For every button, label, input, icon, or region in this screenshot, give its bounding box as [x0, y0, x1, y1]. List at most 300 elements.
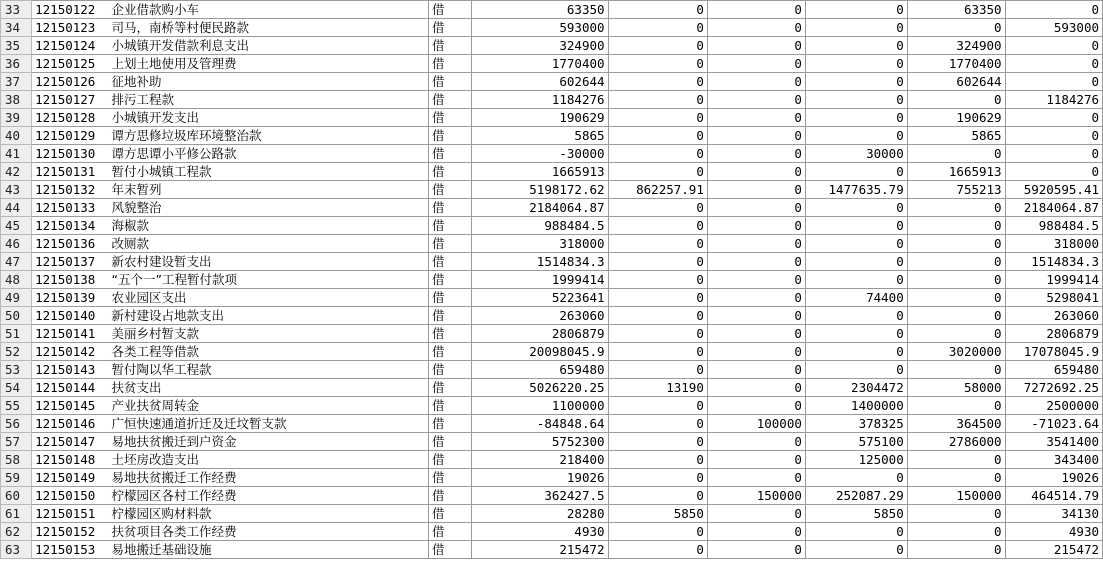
closing-balance-cell[interactable]: 263060	[1005, 307, 1102, 325]
opening-balance-cell[interactable]: 362427.5	[472, 487, 608, 505]
amount-cell-2[interactable]: 0	[608, 37, 707, 55]
direction-cell[interactable]: 借	[428, 343, 471, 361]
direction-cell[interactable]: 借	[428, 145, 471, 163]
amount-cell-3[interactable]: 0	[707, 523, 805, 541]
closing-balance-cell[interactable]: 343400	[1005, 451, 1102, 469]
amount-cell-2[interactable]: 0	[608, 271, 707, 289]
account-code-cell[interactable]: 12150152	[32, 523, 109, 541]
account-code-cell[interactable]: 12150143	[32, 361, 109, 379]
closing-balance-cell[interactable]: 659480	[1005, 361, 1102, 379]
direction-cell[interactable]: 借	[428, 505, 471, 523]
account-name-cell[interactable]: 易地扶贫搬迁工作经费	[109, 469, 429, 487]
opening-balance-cell[interactable]: 215472	[472, 541, 608, 559]
account-code-cell[interactable]: 12150141	[32, 325, 109, 343]
amount-cell-4[interactable]: 0	[805, 73, 907, 91]
amount-cell-5[interactable]: 0	[907, 91, 1005, 109]
account-code-cell[interactable]: 12150130	[32, 145, 109, 163]
closing-balance-cell[interactable]: 318000	[1005, 235, 1102, 253]
row-header[interactable]: 63	[1, 541, 32, 559]
amount-cell-5[interactable]: 0	[907, 397, 1005, 415]
amount-cell-3[interactable]: 0	[707, 145, 805, 163]
amount-cell-2[interactable]: 0	[608, 397, 707, 415]
amount-cell-4[interactable]: 0	[805, 127, 907, 145]
opening-balance-cell[interactable]: 263060	[472, 307, 608, 325]
amount-cell-3[interactable]: 0	[707, 541, 805, 559]
amount-cell-3[interactable]: 0	[707, 253, 805, 271]
amount-cell-2[interactable]: 0	[608, 487, 707, 505]
amount-cell-2[interactable]: 0	[608, 217, 707, 235]
amount-cell-2[interactable]: 0	[608, 91, 707, 109]
account-name-cell[interactable]: 美丽乡村暂支款	[109, 325, 429, 343]
amount-cell-2[interactable]: 862257.91	[608, 181, 707, 199]
account-name-cell[interactable]: 暂付小城镇工程款	[109, 163, 429, 181]
account-name-cell[interactable]: 企业借款购小车	[109, 1, 429, 19]
amount-cell-4[interactable]: 0	[805, 343, 907, 361]
closing-balance-cell[interactable]: 5920595.41	[1005, 181, 1102, 199]
amount-cell-5[interactable]: 324900	[907, 37, 1005, 55]
direction-cell[interactable]: 借	[428, 451, 471, 469]
direction-cell[interactable]: 借	[428, 127, 471, 145]
amount-cell-2[interactable]: 0	[608, 361, 707, 379]
account-code-cell[interactable]: 12150139	[32, 289, 109, 307]
account-name-cell[interactable]: 易地扶贫搬迁到户资金	[109, 433, 429, 451]
account-name-cell[interactable]: 广恒快速通道折迁及迁坟暂支款	[109, 415, 429, 433]
amount-cell-5[interactable]: 63350	[907, 1, 1005, 19]
closing-balance-cell[interactable]: 0	[1005, 37, 1102, 55]
amount-cell-4[interactable]: 0	[805, 523, 907, 541]
row-header[interactable]: 33	[1, 1, 32, 19]
amount-cell-5[interactable]: 602644	[907, 73, 1005, 91]
account-code-cell[interactable]: 12150146	[32, 415, 109, 433]
opening-balance-cell[interactable]: 19026	[472, 469, 608, 487]
row-header[interactable]: 42	[1, 163, 32, 181]
opening-balance-cell[interactable]: 1770400	[472, 55, 608, 73]
direction-cell[interactable]: 借	[428, 235, 471, 253]
amount-cell-2[interactable]: 0	[608, 109, 707, 127]
opening-balance-cell[interactable]: 218400	[472, 451, 608, 469]
account-name-cell[interactable]: 扶贫项目各类工作经费	[109, 523, 429, 541]
amount-cell-2[interactable]: 0	[608, 343, 707, 361]
amount-cell-5[interactable]: 0	[907, 19, 1005, 37]
account-code-cell[interactable]: 12150131	[32, 163, 109, 181]
amount-cell-2[interactable]: 0	[608, 253, 707, 271]
direction-cell[interactable]: 借	[428, 469, 471, 487]
amount-cell-4[interactable]: 0	[805, 235, 907, 253]
amount-cell-5[interactable]: 2786000	[907, 433, 1005, 451]
account-code-cell[interactable]: 12150145	[32, 397, 109, 415]
amount-cell-3[interactable]: 0	[707, 163, 805, 181]
amount-cell-5[interactable]: 0	[907, 199, 1005, 217]
closing-balance-cell[interactable]: 0	[1005, 1, 1102, 19]
amount-cell-4[interactable]: 0	[805, 469, 907, 487]
closing-balance-cell[interactable]: 988484.5	[1005, 217, 1102, 235]
account-code-cell[interactable]: 12150125	[32, 55, 109, 73]
opening-balance-cell[interactable]: 1665913	[472, 163, 608, 181]
direction-cell[interactable]: 借	[428, 55, 471, 73]
account-code-cell[interactable]: 12150151	[32, 505, 109, 523]
amount-cell-4[interactable]: 0	[805, 37, 907, 55]
amount-cell-2[interactable]: 5850	[608, 505, 707, 523]
account-code-cell[interactable]: 12150132	[32, 181, 109, 199]
amount-cell-5[interactable]: 3020000	[907, 343, 1005, 361]
direction-cell[interactable]: 借	[428, 541, 471, 559]
direction-cell[interactable]: 借	[428, 361, 471, 379]
amount-cell-5[interactable]: 0	[907, 289, 1005, 307]
opening-balance-cell[interactable]: 659480	[472, 361, 608, 379]
amount-cell-4[interactable]: 30000	[805, 145, 907, 163]
amount-cell-4[interactable]: 2304472	[805, 379, 907, 397]
closing-balance-cell[interactable]: 2806879	[1005, 325, 1102, 343]
direction-cell[interactable]: 借	[428, 37, 471, 55]
amount-cell-3[interactable]: 0	[707, 127, 805, 145]
closing-balance-cell[interactable]: 34130	[1005, 505, 1102, 523]
account-code-cell[interactable]: 12150137	[32, 253, 109, 271]
amount-cell-5[interactable]: 0	[907, 145, 1005, 163]
account-code-cell[interactable]: 12150149	[32, 469, 109, 487]
amount-cell-2[interactable]: 0	[608, 451, 707, 469]
closing-balance-cell[interactable]: -71023.64	[1005, 415, 1102, 433]
opening-balance-cell[interactable]: 5198172.62	[472, 181, 608, 199]
account-name-cell[interactable]: 谭方思谭小平修公路款	[109, 145, 429, 163]
amount-cell-2[interactable]: 0	[608, 1, 707, 19]
amount-cell-5[interactable]: 0	[907, 469, 1005, 487]
direction-cell[interactable]: 借	[428, 253, 471, 271]
account-name-cell[interactable]: 谭方思修垃圾库环境整治款	[109, 127, 429, 145]
opening-balance-cell[interactable]: -84848.64	[472, 415, 608, 433]
amount-cell-5[interactable]: 0	[907, 253, 1005, 271]
opening-balance-cell[interactable]: 63350	[472, 1, 608, 19]
amount-cell-2[interactable]: 0	[608, 127, 707, 145]
closing-balance-cell[interactable]: 0	[1005, 145, 1102, 163]
opening-balance-cell[interactable]: 988484.5	[472, 217, 608, 235]
account-name-cell[interactable]: 柠檬园区购材料款	[109, 505, 429, 523]
row-header[interactable]: 55	[1, 397, 32, 415]
account-code-cell[interactable]: 12150128	[32, 109, 109, 127]
account-code-cell[interactable]: 12150133	[32, 199, 109, 217]
amount-cell-3[interactable]: 0	[707, 469, 805, 487]
amount-cell-5[interactable]: 1665913	[907, 163, 1005, 181]
amount-cell-5[interactable]: 0	[907, 325, 1005, 343]
amount-cell-5[interactable]: 0	[907, 523, 1005, 541]
account-code-cell[interactable]: 12150122	[32, 1, 109, 19]
account-code-cell[interactable]: 12150138	[32, 271, 109, 289]
amount-cell-2[interactable]: 0	[608, 307, 707, 325]
account-code-cell[interactable]: 12150134	[32, 217, 109, 235]
amount-cell-3[interactable]: 0	[707, 451, 805, 469]
account-code-cell[interactable]: 12150127	[32, 91, 109, 109]
amount-cell-3[interactable]: 0	[707, 271, 805, 289]
closing-balance-cell[interactable]: 0	[1005, 55, 1102, 73]
amount-cell-5[interactable]: 58000	[907, 379, 1005, 397]
amount-cell-5[interactable]: 0	[907, 451, 1005, 469]
row-header[interactable]: 61	[1, 505, 32, 523]
account-code-cell[interactable]: 12150126	[32, 73, 109, 91]
amount-cell-2[interactable]: 0	[608, 73, 707, 91]
direction-cell[interactable]: 借	[428, 19, 471, 37]
row-header[interactable]: 50	[1, 307, 32, 325]
amount-cell-3[interactable]: 0	[707, 379, 805, 397]
account-name-cell[interactable]: 扶贫支出	[109, 379, 429, 397]
direction-cell[interactable]: 借	[428, 163, 471, 181]
amount-cell-3[interactable]: 0	[707, 55, 805, 73]
amount-cell-4[interactable]: 0	[805, 253, 907, 271]
opening-balance-cell[interactable]: 190629	[472, 109, 608, 127]
opening-balance-cell[interactable]: 4930	[472, 523, 608, 541]
row-header[interactable]: 54	[1, 379, 32, 397]
account-name-cell[interactable]: 小城镇开发支出	[109, 109, 429, 127]
row-header[interactable]: 37	[1, 73, 32, 91]
amount-cell-4[interactable]: 0	[805, 163, 907, 181]
direction-cell[interactable]: 借	[428, 415, 471, 433]
amount-cell-2[interactable]: 0	[608, 19, 707, 37]
amount-cell-2[interactable]: 13190	[608, 379, 707, 397]
direction-cell[interactable]: 借	[428, 271, 471, 289]
account-code-cell[interactable]: 12150129	[32, 127, 109, 145]
opening-balance-cell[interactable]: 1184276	[472, 91, 608, 109]
opening-balance-cell[interactable]: 20098045.9	[472, 343, 608, 361]
amount-cell-3[interactable]: 0	[707, 73, 805, 91]
direction-cell[interactable]: 借	[428, 307, 471, 325]
amount-cell-5[interactable]: 190629	[907, 109, 1005, 127]
amount-cell-3[interactable]: 0	[707, 1, 805, 19]
row-header[interactable]: 62	[1, 523, 32, 541]
amount-cell-2[interactable]: 0	[608, 235, 707, 253]
account-name-cell[interactable]: “五个一”工程暂付款项	[109, 271, 429, 289]
amount-cell-3[interactable]: 100000	[707, 415, 805, 433]
amount-cell-2[interactable]: 0	[608, 55, 707, 73]
opening-balance-cell[interactable]: 593000	[472, 19, 608, 37]
opening-balance-cell[interactable]: -30000	[472, 145, 608, 163]
amount-cell-3[interactable]: 150000	[707, 487, 805, 505]
row-header[interactable]: 57	[1, 433, 32, 451]
opening-balance-cell[interactable]: 602644	[472, 73, 608, 91]
account-name-cell[interactable]: 小城镇开发借款利息支出	[109, 37, 429, 55]
amount-cell-3[interactable]: 0	[707, 199, 805, 217]
direction-cell[interactable]: 借	[428, 487, 471, 505]
account-name-cell[interactable]: 上划土地使用及管理费	[109, 55, 429, 73]
amount-cell-4[interactable]: 0	[805, 541, 907, 559]
amount-cell-3[interactable]: 0	[707, 433, 805, 451]
closing-balance-cell[interactable]: 215472	[1005, 541, 1102, 559]
amount-cell-4[interactable]: 0	[805, 199, 907, 217]
amount-cell-4[interactable]: 0	[805, 217, 907, 235]
opening-balance-cell[interactable]: 5752300	[472, 433, 608, 451]
closing-balance-cell[interactable]: 1184276	[1005, 91, 1102, 109]
account-code-cell[interactable]: 12150153	[32, 541, 109, 559]
amount-cell-3[interactable]: 0	[707, 289, 805, 307]
amount-cell-3[interactable]: 0	[707, 109, 805, 127]
closing-balance-cell[interactable]: 1514834.3	[1005, 253, 1102, 271]
amount-cell-3[interactable]: 0	[707, 307, 805, 325]
amount-cell-3[interactable]: 0	[707, 91, 805, 109]
amount-cell-3[interactable]: 0	[707, 235, 805, 253]
amount-cell-5[interactable]: 1770400	[907, 55, 1005, 73]
amount-cell-2[interactable]: 0	[608, 523, 707, 541]
closing-balance-cell[interactable]: 5298041	[1005, 289, 1102, 307]
opening-balance-cell[interactable]: 5223641	[472, 289, 608, 307]
account-code-cell[interactable]: 12150147	[32, 433, 109, 451]
amount-cell-4[interactable]: 5850	[805, 505, 907, 523]
amount-cell-3[interactable]: 0	[707, 361, 805, 379]
account-name-cell[interactable]: 柠檬园区各村工作经费	[109, 487, 429, 505]
row-header[interactable]: 53	[1, 361, 32, 379]
direction-cell[interactable]: 借	[428, 397, 471, 415]
account-code-cell[interactable]: 12150142	[32, 343, 109, 361]
closing-balance-cell[interactable]: 2184064.87	[1005, 199, 1102, 217]
account-code-cell[interactable]: 12150123	[32, 19, 109, 37]
closing-balance-cell[interactable]: 17078045.9	[1005, 343, 1102, 361]
row-header[interactable]: 44	[1, 199, 32, 217]
opening-balance-cell[interactable]: 318000	[472, 235, 608, 253]
closing-balance-cell[interactable]: 0	[1005, 127, 1102, 145]
amount-cell-5[interactable]: 0	[907, 235, 1005, 253]
amount-cell-3[interactable]: 0	[707, 37, 805, 55]
amount-cell-2[interactable]: 0	[608, 433, 707, 451]
amount-cell-5[interactable]: 5865	[907, 127, 1005, 145]
account-name-cell[interactable]: 土坯房改造支出	[109, 451, 429, 469]
row-header[interactable]: 34	[1, 19, 32, 37]
direction-cell[interactable]: 借	[428, 181, 471, 199]
row-header[interactable]: 39	[1, 109, 32, 127]
row-header[interactable]: 58	[1, 451, 32, 469]
amount-cell-3[interactable]: 0	[707, 19, 805, 37]
amount-cell-2[interactable]: 0	[608, 325, 707, 343]
row-header[interactable]: 56	[1, 415, 32, 433]
amount-cell-4[interactable]: 0	[805, 55, 907, 73]
row-header[interactable]: 38	[1, 91, 32, 109]
direction-cell[interactable]: 借	[428, 199, 471, 217]
account-code-cell[interactable]: 12150140	[32, 307, 109, 325]
direction-cell[interactable]: 借	[428, 109, 471, 127]
account-name-cell[interactable]: 新农村建设暂支出	[109, 253, 429, 271]
amount-cell-2[interactable]: 0	[608, 145, 707, 163]
amount-cell-5[interactable]: 0	[907, 271, 1005, 289]
account-code-cell[interactable]: 12150148	[32, 451, 109, 469]
row-header[interactable]: 46	[1, 235, 32, 253]
opening-balance-cell[interactable]: 1999414	[472, 271, 608, 289]
closing-balance-cell[interactable]: 593000	[1005, 19, 1102, 37]
account-code-cell[interactable]: 12150144	[32, 379, 109, 397]
account-name-cell[interactable]: 风貌整治	[109, 199, 429, 217]
opening-balance-cell[interactable]: 28280	[472, 505, 608, 523]
account-name-cell[interactable]: 农业园区支出	[109, 289, 429, 307]
amount-cell-4[interactable]: 0	[805, 271, 907, 289]
opening-balance-cell[interactable]: 5026220.25	[472, 379, 608, 397]
row-header[interactable]: 40	[1, 127, 32, 145]
amount-cell-5[interactable]: 364500	[907, 415, 1005, 433]
amount-cell-5[interactable]: 0	[907, 307, 1005, 325]
amount-cell-4[interactable]: 378325	[805, 415, 907, 433]
direction-cell[interactable]: 借	[428, 217, 471, 235]
closing-balance-cell[interactable]: 0	[1005, 109, 1102, 127]
account-name-cell[interactable]: 改厕款	[109, 235, 429, 253]
closing-balance-cell[interactable]: 19026	[1005, 469, 1102, 487]
closing-balance-cell[interactable]: 4930	[1005, 523, 1102, 541]
account-code-cell[interactable]: 12150150	[32, 487, 109, 505]
opening-balance-cell[interactable]: 5865	[472, 127, 608, 145]
amount-cell-4[interactable]: 1400000	[805, 397, 907, 415]
amount-cell-5[interactable]: 150000	[907, 487, 1005, 505]
row-header[interactable]: 35	[1, 37, 32, 55]
amount-cell-3[interactable]: 0	[707, 325, 805, 343]
direction-cell[interactable]: 借	[428, 433, 471, 451]
amount-cell-4[interactable]: 74400	[805, 289, 907, 307]
account-code-cell[interactable]: 12150136	[32, 235, 109, 253]
amount-cell-3[interactable]: 0	[707, 505, 805, 523]
amount-cell-5[interactable]: 0	[907, 505, 1005, 523]
amount-cell-4[interactable]: 0	[805, 1, 907, 19]
opening-balance-cell[interactable]: 2806879	[472, 325, 608, 343]
amount-cell-3[interactable]: 0	[707, 343, 805, 361]
account-name-cell[interactable]: 易地搬迁基础设施	[109, 541, 429, 559]
opening-balance-cell[interactable]: 1100000	[472, 397, 608, 415]
opening-balance-cell[interactable]: 1514834.3	[472, 253, 608, 271]
closing-balance-cell[interactable]: 1999414	[1005, 271, 1102, 289]
amount-cell-4[interactable]: 0	[805, 325, 907, 343]
amount-cell-4[interactable]: 0	[805, 361, 907, 379]
account-name-cell[interactable]: 暂付陶以华工程款	[109, 361, 429, 379]
amount-cell-2[interactable]: 0	[608, 469, 707, 487]
direction-cell[interactable]: 借	[428, 325, 471, 343]
amount-cell-5[interactable]: 0	[907, 361, 1005, 379]
row-header[interactable]: 43	[1, 181, 32, 199]
row-header[interactable]: 48	[1, 271, 32, 289]
closing-balance-cell[interactable]: 7272692.25	[1005, 379, 1102, 397]
amount-cell-5[interactable]: 0	[907, 541, 1005, 559]
amount-cell-3[interactable]: 0	[707, 397, 805, 415]
opening-balance-cell[interactable]: 2184064.87	[472, 199, 608, 217]
direction-cell[interactable]: 借	[428, 289, 471, 307]
amount-cell-4[interactable]: 1477635.79	[805, 181, 907, 199]
account-name-cell[interactable]: 年末暂列	[109, 181, 429, 199]
closing-balance-cell[interactable]: 0	[1005, 73, 1102, 91]
account-name-cell[interactable]: 各类工程等借款	[109, 343, 429, 361]
account-name-cell[interactable]: 新村建设占地款支出	[109, 307, 429, 325]
opening-balance-cell[interactable]: 324900	[472, 37, 608, 55]
account-code-cell[interactable]: 12150124	[32, 37, 109, 55]
amount-cell-4[interactable]: 252087.29	[805, 487, 907, 505]
row-header[interactable]: 52	[1, 343, 32, 361]
amount-cell-4[interactable]: 125000	[805, 451, 907, 469]
row-header[interactable]: 36	[1, 55, 32, 73]
row-header[interactable]: 59	[1, 469, 32, 487]
account-name-cell[interactable]: 征地补助	[109, 73, 429, 91]
row-header[interactable]: 47	[1, 253, 32, 271]
row-header[interactable]: 51	[1, 325, 32, 343]
row-header[interactable]: 49	[1, 289, 32, 307]
row-header[interactable]: 45	[1, 217, 32, 235]
closing-balance-cell[interactable]: 2500000	[1005, 397, 1102, 415]
direction-cell[interactable]: 借	[428, 73, 471, 91]
amount-cell-5[interactable]: 0	[907, 217, 1005, 235]
row-header[interactable]: 41	[1, 145, 32, 163]
amount-cell-4[interactable]: 0	[805, 307, 907, 325]
amount-cell-2[interactable]: 0	[608, 199, 707, 217]
amount-cell-5[interactable]: 755213	[907, 181, 1005, 199]
amount-cell-2[interactable]: 0	[608, 541, 707, 559]
closing-balance-cell[interactable]: 0	[1005, 163, 1102, 181]
amount-cell-3[interactable]: 0	[707, 217, 805, 235]
amount-cell-3[interactable]: 0	[707, 181, 805, 199]
account-name-cell[interactable]: 司马，南桥等村便民路款	[109, 19, 429, 37]
direction-cell[interactable]: 借	[428, 523, 471, 541]
direction-cell[interactable]: 借	[428, 1, 471, 19]
direction-cell[interactable]: 借	[428, 379, 471, 397]
row-header[interactable]: 60	[1, 487, 32, 505]
amount-cell-4[interactable]: 575100	[805, 433, 907, 451]
amount-cell-2[interactable]: 0	[608, 415, 707, 433]
account-name-cell[interactable]: 产业扶贫周转金	[109, 397, 429, 415]
